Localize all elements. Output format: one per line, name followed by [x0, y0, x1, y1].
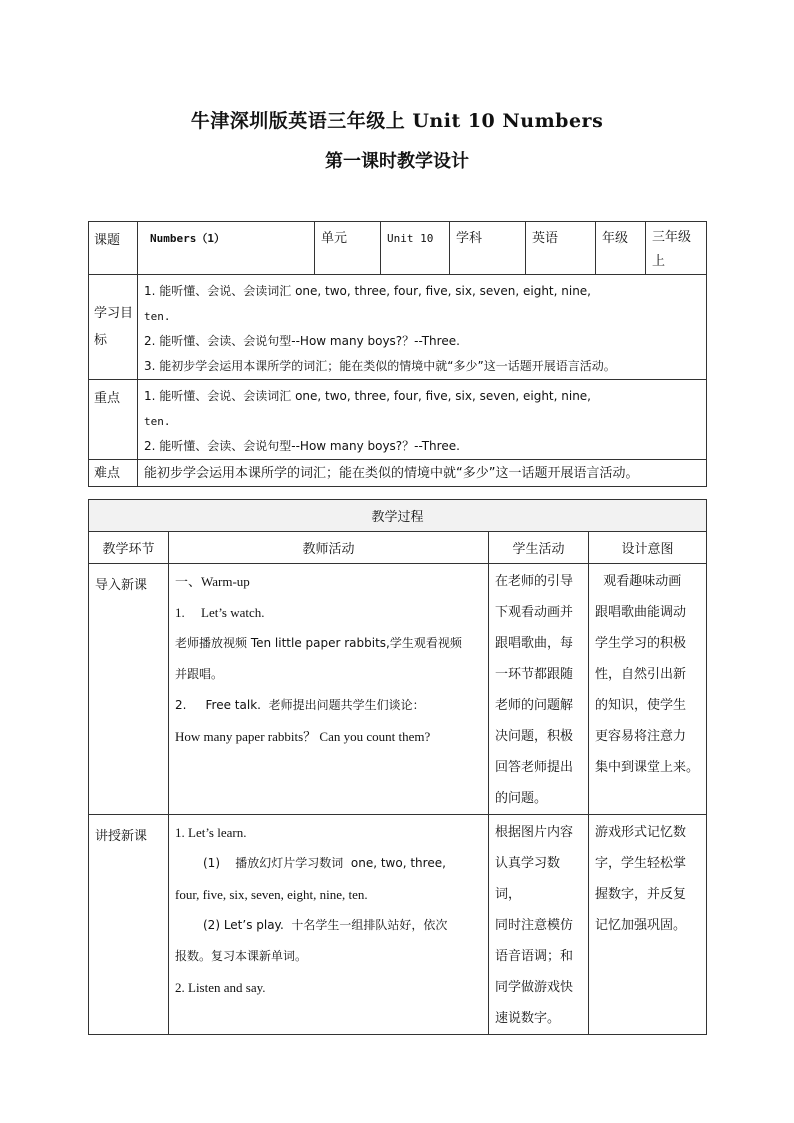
goal-line: ten. [144, 310, 171, 323]
column-header-student: 学生活动 [489, 532, 589, 564]
subject-value: 英语 [526, 222, 596, 275]
goals-content [138, 275, 707, 380]
student-line: 根据图片内容 [495, 825, 574, 840]
student-activity-warmup [489, 564, 589, 815]
purpose-line: 记忆加强巩固。 [595, 918, 687, 933]
purpose-line: 性，自然引出新 [595, 667, 687, 682]
goal-line: 3. 能初步学会运用本课所学的词汇；能在类似的情境中就“多少”这一话题开展语言活动。 [144, 359, 616, 373]
student-line: 决问题，积极 [495, 729, 574, 744]
column-header-purpose: 设计意图 [589, 532, 707, 564]
purpose-line: 的知识，使学生 [595, 698, 687, 713]
document-title: 牛津深圳版英语三年级上 Unit 10 Numbers [190, 110, 604, 132]
student-line: 回答老师提出 [495, 760, 574, 775]
student-line: 一环节都跟随 [495, 667, 574, 682]
topic-value: Numbers（1） [138, 222, 315, 275]
purpose-line: 握数字，并反复 [595, 887, 687, 902]
key-line: 2. 能听懂、会读、会说句型--How many boys?？--Three. [144, 439, 460, 453]
teacher-line: 报数。复习本课新单词。 [175, 949, 308, 963]
key-line: 1. 能听懂、会说、会读词汇 one, two, three, four, five, six, seven, eight, nine, [144, 389, 591, 403]
teacher-line: (1) 播放幻灯片学习数词 one, two, three, [203, 856, 446, 870]
teacher-line: 1. Let’s learn. [175, 825, 247, 840]
teacher-line: four, five, six, seven, eight, nine, ten. [175, 887, 368, 902]
teacher-activity-warmup [169, 564, 489, 815]
goal-line: 2. 能听懂、会读、会说句型--How many boys?？--Three. [144, 334, 460, 348]
student-line: 下观看动画并 [495, 605, 574, 620]
teacher-line: 2. Free talk. 老师提出问题共学生们谈论： [175, 698, 425, 712]
purpose-line: 跟唱歌曲能调动 [595, 605, 687, 620]
teacher-line: (2) Let’s play. 十名学生一组排队站好，依次 [203, 918, 448, 932]
column-header-stage: 教学环节 [89, 532, 169, 564]
design-purpose-new-lesson [589, 815, 707, 1035]
stage-warmup: 导入新课 [89, 564, 169, 815]
subject-label: 学科 [450, 222, 526, 275]
student-line: 速说数字。 [495, 1011, 561, 1026]
goal-line: 1. 能听懂、会说、会读词汇 one, two, three, four, five, six, seven, eight, nine, [144, 284, 591, 298]
difficulty-content: 能初步学会运用本课所学的词汇；能在类似的情境中就“多少”这一话题开展语言活动。 [138, 460, 707, 487]
purpose-line: 字，学生轻松掌 [595, 856, 687, 871]
student-line: 认真学习数词， [495, 856, 561, 902]
student-line: 跟唱歌曲，每 [495, 636, 574, 651]
column-header-teacher: 教师活动 [169, 532, 489, 564]
key-line: ten. [144, 415, 171, 428]
teacher-activity-new-lesson [169, 815, 489, 1035]
grade-label: 年级 [596, 222, 646, 275]
process-header: 教学过程 [89, 500, 707, 532]
grade-value: 三年级上 [646, 222, 707, 275]
teacher-line: How many paper rabbits？ Can you count them? [175, 729, 431, 744]
lesson-info-table [88, 221, 707, 487]
student-line: 的问题。 [495, 791, 548, 806]
topic-label: 课题 [89, 222, 138, 275]
teacher-line: 并跟唱。 [175, 667, 224, 681]
teacher-line: 一、Warm-up [175, 574, 250, 589]
student-line: 语音语调；和 [495, 949, 574, 964]
purpose-line: 游戏形式记忆数 [595, 825, 687, 840]
key-points-label: 重点 [89, 380, 138, 460]
key-points-content [138, 380, 707, 460]
purpose-line: 学生学习的积极 [595, 636, 687, 651]
design-purpose-warmup [589, 564, 707, 815]
purpose-line: 集中到课堂上来。 [595, 760, 700, 775]
teacher-line: 老师播放视频 Ten little paper rabbits,学生观看视频 [175, 636, 462, 650]
unit-label: 单元 [315, 222, 381, 275]
student-line: 老师的问题解 [495, 698, 574, 713]
difficulty-label: 难点 [89, 460, 138, 487]
purpose-line: 观看趣味动画 [595, 574, 682, 589]
student-line: 同学做游戏快 [495, 980, 574, 995]
goals-label: 学习目标 [89, 275, 138, 380]
teacher-line: 1. Let’s watch. [175, 605, 265, 620]
student-line: 在老师的引导 [495, 574, 574, 589]
stage-new-lesson: 讲授新课 [89, 815, 169, 1035]
purpose-line: 更容易将注意力 [595, 729, 687, 744]
student-activity-new-lesson [489, 815, 589, 1035]
teaching-process-table [88, 499, 707, 1035]
teacher-line: 2. Listen and say. [175, 980, 266, 995]
student-line: 同时注意模仿 [495, 918, 574, 933]
document-subtitle: 第一课时教学设计 [325, 151, 469, 172]
unit-value: Unit 10 [381, 222, 450, 275]
